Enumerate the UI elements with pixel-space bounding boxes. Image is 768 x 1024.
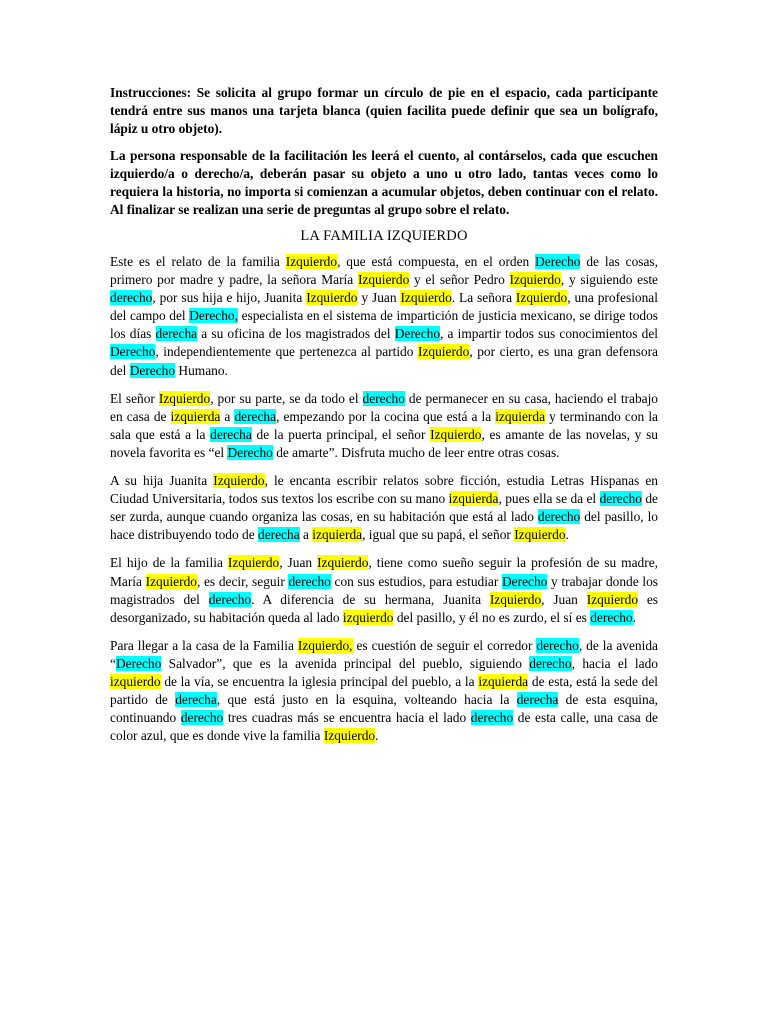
story-text: y terminando con la sala que está a la xyxy=(110,408,658,442)
story-text: , tiene como sueño seguir la profesión de su madre, María xyxy=(110,555,658,589)
story-text: , que está justo en la esquina, volteando hacia la xyxy=(216,692,517,708)
story-text: , por su parte, se da todo el xyxy=(210,390,363,406)
highlight-derecho: Derecho, xyxy=(189,308,238,324)
highlight-izquierdo: Izquierdo xyxy=(586,591,639,607)
story-text: a xyxy=(220,408,235,424)
highlight-derecho: Derecho xyxy=(394,326,441,342)
highlight-izquierdo: Izquierdo xyxy=(145,573,197,589)
story-text: de esta esquina, continuando xyxy=(110,692,658,726)
story-paragraph-5 xyxy=(110,637,658,746)
story-text: de esta calle, una casa de color azul, que es donde vive la familia xyxy=(110,710,658,744)
story-text: , le encanta escribir relatos sobre ficción, estudia Letras Hispanas en Ciudad Universitaria, todos sus textos los escribe con su mano xyxy=(110,473,658,507)
instructions-paragraph: Instrucciones: Se solicita al grupo formar un círculo de pie en el espacio, cada participante tendrá entre sus manos una tarjeta blanca (quien facilita puede definir que sea un bolígrafo, lápiz u otro objeto). xyxy=(110,85,658,136)
story-text: es desorganizado, su habitación queda al lado xyxy=(110,591,658,625)
highlight-izquierdo: Izquierdo xyxy=(285,254,338,269)
story-text: del pasillo, y él no es zurdo, el sí es xyxy=(393,609,591,625)
story-text: , es decir, seguir xyxy=(196,573,289,589)
highlight-derecho: Derecho xyxy=(115,655,162,671)
story-text: , hacia el lado xyxy=(571,655,658,671)
highlight-izquierdo: Izquierdo xyxy=(418,344,470,360)
highlight-derecho: derecho xyxy=(208,591,252,607)
story-text: de esta, está la sede del partido de xyxy=(110,673,658,708)
highlight-derecho: derecha xyxy=(210,426,252,442)
highlight-izquierdo: Izquierdo xyxy=(227,555,280,571)
highlight-derecho: derecho xyxy=(288,573,331,589)
story-text: . La señora xyxy=(451,290,516,306)
story-text: , pues ella se da el xyxy=(498,491,600,507)
highlight-izquierdo: Izquierdo xyxy=(323,728,376,744)
highlight-derecho: derecho xyxy=(536,637,579,653)
story-text: , una profesional del campo del xyxy=(110,290,658,324)
story-text: , igual que su papá, el señor xyxy=(362,527,515,543)
highlight-izquierdo: izquierda xyxy=(495,408,546,424)
story-text: El señor xyxy=(110,390,159,406)
story-text: especialista en el sistema de impartición de justicia mexicano, se dirige todos los días xyxy=(110,308,658,342)
story-text: , empezando por la cocina que está a la xyxy=(276,408,496,424)
highlight-derecho: derecha xyxy=(234,408,277,424)
highlight-izquierdo: Izquierdo xyxy=(357,272,410,288)
highlight-izquierdo: izquierda xyxy=(170,408,221,424)
highlight-izquierdo: Izquierdo xyxy=(514,527,566,543)
document-page xyxy=(110,84,658,755)
highlight-izquierdo: Izquierdo xyxy=(317,555,369,571)
story-text: y el señor Pedro xyxy=(409,272,510,288)
highlight-derecho: derecha xyxy=(258,527,300,543)
highlight-derecho: derecho xyxy=(529,655,572,671)
story-text: , por sus hija e hijo, Juanita xyxy=(152,290,307,306)
story-text: . xyxy=(632,609,636,625)
story-text: , de la avenida “ xyxy=(110,637,658,671)
story-text: , que está compuesta, en el orden xyxy=(337,254,536,269)
highlight-izquierdo: Izquierdo xyxy=(400,290,452,306)
highlight-izquierdo: Izquierdo xyxy=(489,591,542,607)
story-text: . A diferencia de su hermana, Juanita xyxy=(251,591,490,607)
highlight-derecho: derecho xyxy=(470,710,514,726)
story-text: de las cosas, primero por madre y padre, la señora María xyxy=(110,254,658,288)
story-text: y Juan xyxy=(357,290,401,306)
highlight-derecho: derecho xyxy=(110,290,153,306)
story-text: tres cuadras más se encuentra hacia el lado xyxy=(223,710,471,726)
story-paragraph-1 xyxy=(110,253,658,380)
highlight-izquierdo: Izquierdo xyxy=(515,290,568,306)
highlight-izquierdo: Izquierdo, xyxy=(297,637,353,653)
story-text: de ser zurda, aunque cuando organiza las cosas, en su habitación que está al lado xyxy=(110,491,658,525)
highlight-derecho: Derecho xyxy=(535,254,581,269)
highlight-derecho: derecha xyxy=(175,692,217,708)
highlight-izquierdo: izquierda xyxy=(448,491,499,507)
highlight-derecho: Derecho xyxy=(110,344,156,360)
story-paragraph-3 xyxy=(110,472,658,544)
story-text: a su oficina de los magistrados del xyxy=(197,326,395,342)
highlight-derecho: derecho xyxy=(180,710,224,726)
highlight-izquierdo: Izquierdo xyxy=(509,272,561,288)
story-text: y trabajar donde los magistrados del xyxy=(110,573,658,607)
story-paragraph-4 xyxy=(110,554,658,626)
highlight-derecho: Derecho xyxy=(227,444,273,460)
story-text: El hijo de la familia xyxy=(110,555,228,571)
story-text: Salvador”, que es la avenida principal del pueblo, siguiendo xyxy=(161,655,530,671)
highlight-derecho: Derecho xyxy=(129,362,176,378)
story-text: Para llegar a la casa de la Familia xyxy=(110,637,298,653)
story-text: de la puerta principal, el señor xyxy=(251,426,431,442)
highlight-izquierdo: izquierda xyxy=(478,673,529,689)
story-text: , por cierto, es una gran defensora del xyxy=(110,344,658,378)
story-title: LA FAMILIA IZQUIERDO xyxy=(300,228,468,244)
story-text: a xyxy=(299,527,313,543)
highlight-izquierdo: Izquierdo xyxy=(306,290,358,306)
story-text: . xyxy=(375,728,379,744)
story-text: del pasillo, lo hace distribuyendo todo de xyxy=(110,509,659,543)
story-text: , Juan xyxy=(279,555,318,571)
story-text: , independientemente que pertenezca al partido xyxy=(155,344,419,360)
story-text: , y siguiendo este xyxy=(560,272,658,288)
highlight-derecho: derecha xyxy=(155,326,198,342)
highlight-izquierdo: izquierda xyxy=(312,527,363,543)
story-text: , Juan xyxy=(541,591,587,607)
highlight-derecho: Derecho xyxy=(502,573,548,589)
highlight-derecho: derecho xyxy=(362,390,405,406)
story-paragraph-2 xyxy=(110,390,658,462)
highlight-izquierdo: izquierdo xyxy=(342,609,394,625)
story-text: es cuestión de seguir el corredor xyxy=(352,637,537,653)
story-text: Este es el relato de la familia xyxy=(110,254,286,269)
story-text: . xyxy=(565,527,569,543)
story-text: con sus estudios, para estudiar xyxy=(330,573,503,589)
highlight-derecho: derecho xyxy=(537,509,581,525)
highlight-derecho: derecha xyxy=(516,692,559,708)
story-text: Humano. xyxy=(175,362,228,378)
story-text: de la vía, se encuentra la iglesia principal del pueblo, a la xyxy=(160,673,479,689)
story-text: A su hija Juanita xyxy=(110,473,214,489)
story-text: de permanecer en su casa, haciendo el trabajo en casa de xyxy=(110,390,658,424)
highlight-derecho: derecho xyxy=(590,609,633,625)
highlight-izquierdo: izquierdo xyxy=(110,673,161,689)
story-text: de amarte”. Disfruta mucho de leer entre otras cosas. xyxy=(272,444,560,460)
story-text: , a impartir todos sus conocimientos del xyxy=(440,326,658,342)
story-text: , es amante de las novelas, y su novela favorita es “el xyxy=(110,426,658,460)
highlight-izquierdo: Izquierdo xyxy=(430,426,482,442)
highlight-derecho: derecho xyxy=(599,491,642,507)
facilitation-paragraph: La persona responsable de la facilitación les leerá el cuento, al contárselos, cada que escuchen izquierdo/a o derecho/a, deberán pasar su objeto a uno u otro lado, tantas veces como lo requiera la historia, no importa si comienzan a acumular objetos, deben continuar con el relato. Al finalizar se realizan una serie de preguntas al grupo sobre el relato. xyxy=(110,148,658,217)
highlight-izquierdo: Izquierdo xyxy=(213,473,265,489)
highlight-izquierdo: Izquierdo xyxy=(158,390,211,406)
